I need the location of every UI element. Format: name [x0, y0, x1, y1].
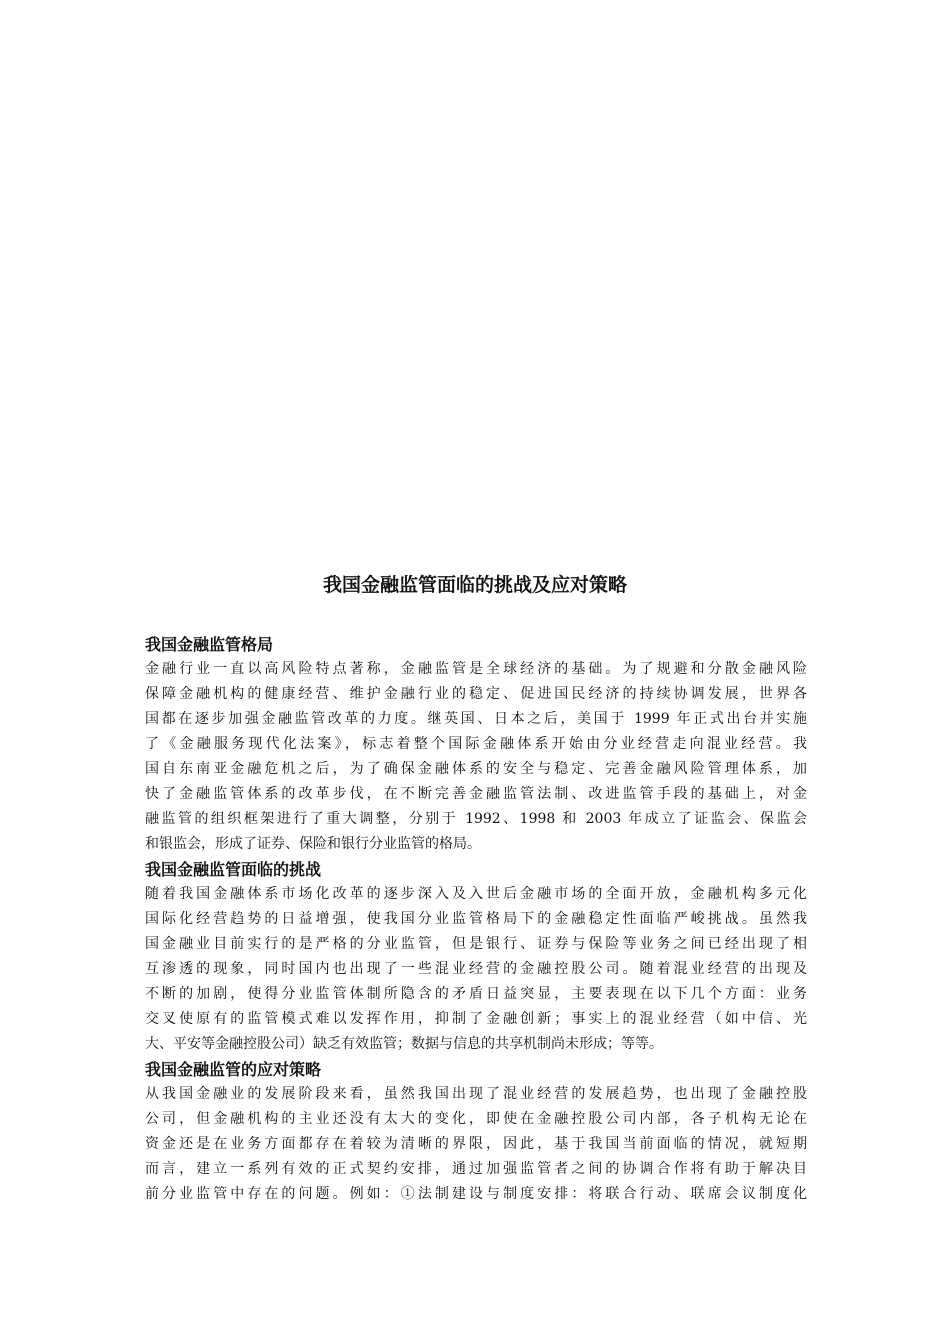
paragraph-line: 随着我国金融体系市场化改革的逐步深入及入世后金融市场的全面开放，金融机构多元化 [145, 886, 807, 902]
paragraph-line: 国自东南亚金融危机之后，为了确保金融体系的安全与稳定、完善金融风险管理体系，加 [145, 761, 807, 777]
section-heading: 我国金融监管的应对策略 [145, 1060, 322, 1079]
document-body [145, 632, 807, 1207]
paragraph-line: 金融行业一直以高风险特点著称，金融监管是全球经济的基础。为了规避和分散金融风险 [145, 661, 807, 677]
paragraph-line: 资金还是在业务方面都存在着较为清晰的界限，因此，基于我国当前面临的情况，就短期 [145, 1136, 807, 1152]
paragraph-line: 大、平安等金融控股公司）缺乏有效监管；数据与信息的共享机制尚未形成；等等。 [145, 1036, 663, 1052]
paragraph-line: 融监管的组织框架进行了重大调整，分别于 1992、1998 和 2003 年成立了证监会、保监会 [145, 811, 807, 827]
paragraph-line: 了《金融服务现代化法案》，标志着整个国际金融体系开始由分业经营走向混业经营。我 [145, 736, 807, 752]
paragraph-line: 快了金融监管体系的改革步伐，在不断完善金融监管法制、改进监管手段的基础上，对金 [145, 786, 807, 802]
paragraph-line: 公司，但金融机构的主业还没有太大的变化，即使在金融控股公司内部，各子机构无论在 [145, 1111, 807, 1127]
section-heading: 我国金融监管面临的挑战 [145, 860, 322, 879]
paragraph-line: 国际化经营趋势的日益增强，使我国分业监管格局下的金融稳定性面临严峻挑战。虽然我 [145, 911, 807, 927]
document-title: 我国金融监管面临的挑战及应对策略 [322, 574, 627, 596]
paragraph-line: 不断的加剧，使得分业监管体制所隐含的矛盾日益突显，主要表现在以下几个方面：业务 [145, 986, 807, 1002]
section-challenges [145, 857, 807, 1057]
paragraph-line: 保障金融机构的健康经营、维护金融行业的稳定、促进国民经济的持续协调发展，世界各 [145, 686, 807, 702]
paragraph-line: 从我国金融业的发展阶段来看，虽然我国出现了混业经营的发展趋势，也出现了金融控股 [145, 1086, 807, 1102]
section-landscape [145, 632, 807, 857]
paragraph-line: 国都在逐步加强金融监管改革的力度。继英国、日本之后，美国于 1999 年正式出台并实施 [145, 711, 807, 727]
section-strategies [145, 1057, 807, 1207]
paragraph-line: 交叉使原有的监管模式难以发挥作用，抑制了金融创新；事实上的混业经营（如中信、光 [145, 1011, 807, 1027]
paragraph-line: 而言，建立一系列有效的正式契约安排，通过加强监管者之间的协调合作将有助于解决目 [145, 1161, 807, 1177]
paragraph-line: 国金融业目前实行的是严格的分业监管，但是银行、证券与保险等业务之间已经出现了相 [145, 936, 807, 952]
paragraph-line: 互渗透的现象，同时国内也出现了一些混业经营的金融控股公司。随着混业经营的出现及 [145, 961, 807, 977]
section-heading: 我国金融监管格局 [145, 635, 274, 654]
paragraph-line: 前分业监管中存在的问题。例如：①法制建设与制度安排：将联合行动、联席会议制度化 [145, 1186, 807, 1202]
paragraph-line: 和银监会，形成了证券、保险和银行分业监管的格局。 [145, 836, 481, 852]
